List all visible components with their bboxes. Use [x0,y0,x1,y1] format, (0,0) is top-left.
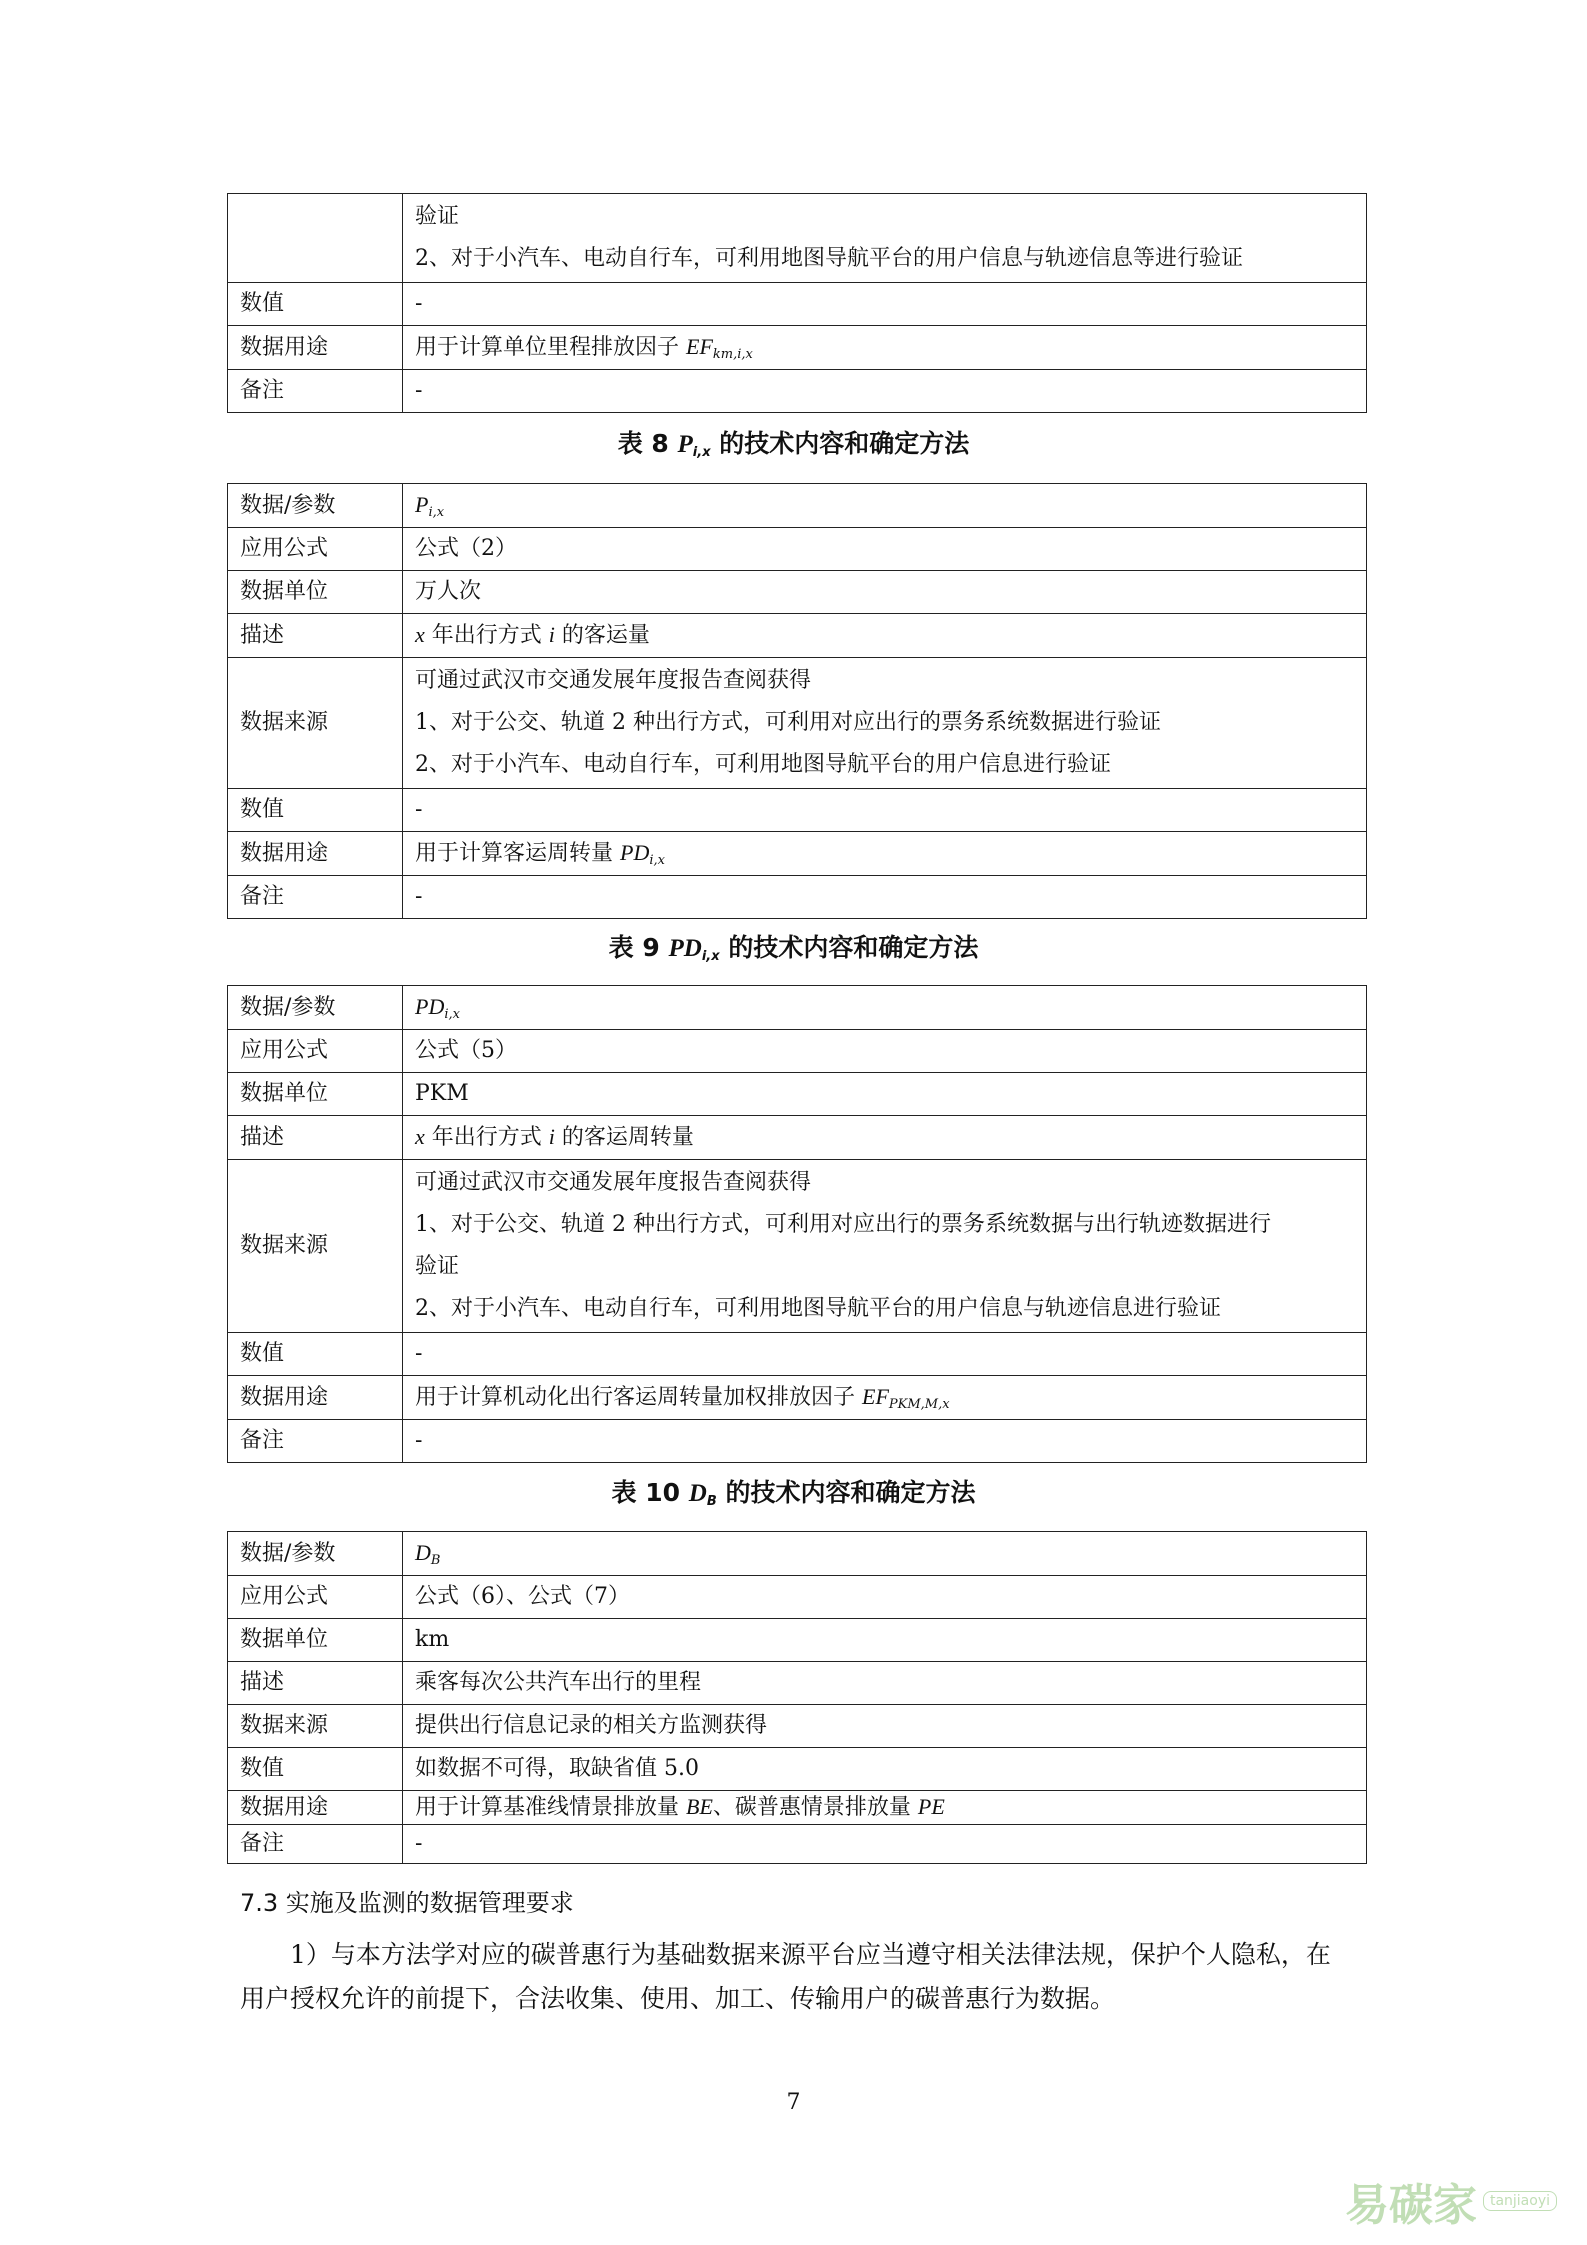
table-row [228,1333,1367,1376]
source-line: 1、对于公交、轨道 2 种出行方式，可利用对应出行的票务系统数据进行验证 [415,710,1161,735]
row-label: 应用公式 [228,1030,403,1073]
row-value [403,1160,1367,1333]
row-value [403,658,1367,789]
row-value: x 年出行方式 i 的客运周转量 [403,1116,1367,1160]
row-value: km [403,1619,1367,1662]
table-row [228,832,1367,876]
row-value: 公式（2） [403,528,1367,571]
row-value: 用于计算基准线情景排放量 BE、碳普惠情景排放量 PE [403,1791,1367,1825]
row-value [403,194,1367,283]
table-row [228,484,1367,528]
table-row [228,986,1367,1030]
row-label: 描述 [228,1662,403,1705]
row-label: 数据来源 [228,1705,403,1748]
row-value: - [403,1420,1367,1463]
table10 [227,1531,1367,1864]
row-label [228,194,403,283]
row-label: 数据用途 [228,1376,403,1420]
row-label: 数据单位 [228,571,403,614]
row-label: 数据/参数 [228,484,403,528]
table-row [228,1030,1367,1073]
table-row [228,1420,1367,1463]
row-value: - [403,876,1367,919]
row-value: $D_B$ [403,1532,1367,1576]
table-row [228,370,1367,413]
source-line: 1、对于公交、轨道 2 种出行方式，可利用对应出行的票务系统数据与出行轨迹数据进行 [415,1212,1271,1237]
table8-caption: 表 8 $P_{i,x}$ 的技术内容和确定方法 [617,429,970,460]
table-row [228,789,1367,832]
row-value: - [403,789,1367,832]
table-row [228,614,1367,658]
row-label: 数据单位 [228,1073,403,1116]
table10-caption: 表 10 $D_B$ 的技术内容和确定方法 [611,1478,976,1509]
table-row [228,1825,1367,1864]
row-label: 应用公式 [228,1576,403,1619]
row-label: 数据/参数 [228,1532,403,1576]
watermark-logo: 易碳家 tanjiaoyi [1345,2169,1557,2233]
use-text: 用于计算单位里程排放因子 [415,335,680,360]
row-value: 用于计算客运周转量 $PD_{i,x}$ [403,832,1367,876]
table-row [228,1532,1367,1576]
table9-caption: 表 9 $PD_{i,x}$ 的技术内容和确定方法 [608,933,979,964]
table-row [228,1576,1367,1619]
table-row [228,1705,1367,1748]
table-row [228,1160,1367,1333]
table-row [228,1073,1367,1116]
source-line: 2、对于小汽车、电动自行车，可利用地图导航平台的用户信息与轨迹信息等进行验证 [415,246,1243,271]
row-label: 数值 [228,1333,403,1376]
source-line: 可通过武汉市交通发展年度报告查阅获得 [415,668,812,693]
row-label: 数值 [228,283,403,326]
table-row [228,528,1367,571]
row-value: 提供出行信息记录的相关方监测获得 [403,1705,1367,1748]
row-label: 数据/参数 [228,986,403,1030]
row-value: - [403,370,1367,413]
table-row [228,1662,1367,1705]
row-value: 如数据不可得，取缺省值 5.0 [403,1748,1367,1791]
row-value: $PD_{i,x}$ [403,986,1367,1030]
row-value: $P_{i,x}$ [403,484,1367,528]
source-line: 可通过武汉市交通发展年度报告查阅获得 [415,1170,812,1195]
row-label: 数值 [228,1748,403,1791]
row-value: - [403,1333,1367,1376]
row-value: - [403,283,1367,326]
row-value: 用于计算机动化出行客运周转量加权排放因子 $EF_{PKM,M,x}$ [403,1376,1367,1420]
table-continued [227,193,1367,413]
page-number: 7 [786,2090,801,2115]
table9 [227,985,1367,1463]
source-line: 2、对于小汽车、电动自行车，可利用地图导航平台的用户信息与轨迹信息进行验证 [415,1296,1221,1321]
row-value: 公式（6）、公式（7） [403,1576,1367,1619]
row-label: 应用公式 [228,528,403,571]
source-line: 验证 [415,1254,460,1279]
row-label: 数据用途 [228,1791,403,1825]
row-value [403,326,1367,370]
use-sub: km,i,x [712,347,753,362]
table-row [228,876,1367,919]
row-label: 备注 [228,1825,403,1864]
row-label: 数据来源 [228,1160,403,1333]
source-line: 验证 [415,204,460,229]
table-row [228,194,1367,283]
table-row [228,1116,1367,1160]
row-value: 公式（5） [403,1030,1367,1073]
row-label: 备注 [228,876,403,919]
row-label: 描述 [228,1116,403,1160]
row-label: 数据用途 [228,832,403,876]
row-label: 备注 [228,1420,403,1463]
table-row [228,283,1367,326]
row-label: 备注 [228,370,403,413]
row-value: - [403,1825,1367,1864]
table-row [228,1376,1367,1420]
row-label: 数据用途 [228,326,403,370]
section-paragraph: 1）与本方法学对应的碳普惠行为基础数据来源平台应当遵守相关法律法规，保护个人隐私，在用户授权允许的前提下，合法收集、使用、加工、传输用户的碳普惠行为数据。 [240,1940,1331,2013]
use-var: EF [686,334,713,359]
table8 [227,483,1367,919]
row-value: x 年出行方式 i 的客运量 [403,614,1367,658]
table-row [228,571,1367,614]
row-value: PKM [403,1073,1367,1116]
table-row [228,1748,1367,1791]
source-line: 2、对于小汽车、电动自行车，可利用地图导航平台的用户信息进行验证 [415,752,1111,777]
table-row [228,658,1367,789]
table-row [228,326,1367,370]
row-label: 描述 [228,614,403,658]
row-label: 数据来源 [228,658,403,789]
row-value: 乘客每次公共汽车出行的里程 [403,1662,1367,1705]
table-row [228,1791,1367,1825]
row-label: 数据单位 [228,1619,403,1662]
row-value: 万人次 [403,571,1367,614]
row-label: 数值 [228,789,403,832]
table-row [228,1619,1367,1662]
section-heading: 7.3 实施及监测的数据管理要求 [240,1889,574,1917]
